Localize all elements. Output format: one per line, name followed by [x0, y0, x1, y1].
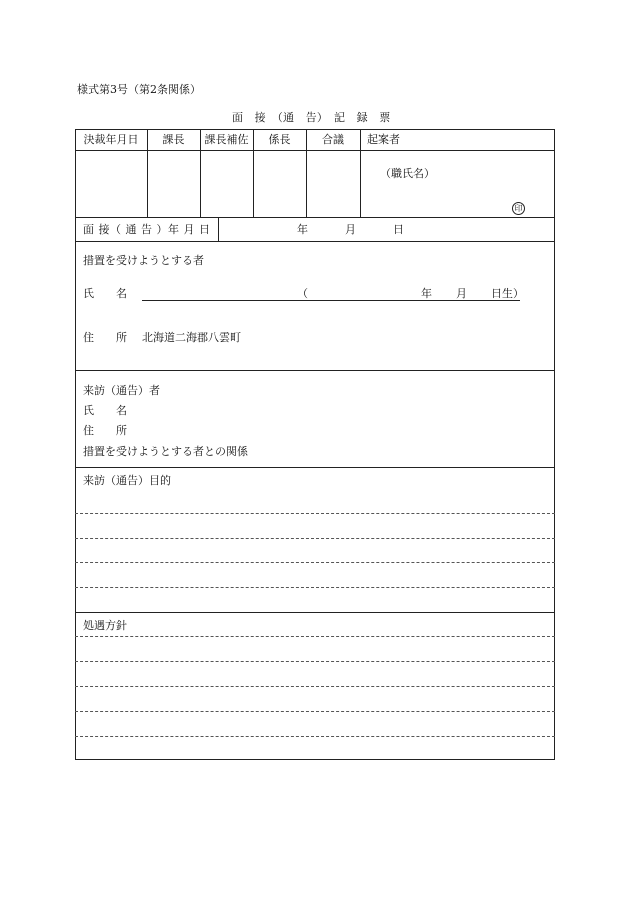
subject-name-label: 氏 名 [83, 287, 127, 300]
drafter-name-hint: （職氏名） [380, 167, 435, 180]
approval-col-subsection-chief: 係長 [268, 133, 291, 146]
row-divider [75, 241, 555, 242]
subject-address-label: 住 所 [83, 331, 127, 344]
document-title: 面 接 （通 告） 記 録 票 [232, 111, 391, 124]
interview-day-unit: 日 [393, 223, 404, 236]
interview-year-unit: 年 [297, 223, 308, 236]
row-divider [75, 612, 555, 613]
approval-col-deputy-chief: 課長補佐 [204, 133, 249, 146]
purpose-writing-line [75, 538, 555, 539]
date-row-divider [218, 217, 219, 241]
row-divider [75, 370, 555, 371]
approval-col-consultation: 合議 [322, 133, 344, 146]
purpose-heading: 来訪（通告）目的 [83, 474, 171, 487]
policy-writing-line [75, 636, 555, 637]
policy-writing-line [75, 711, 555, 712]
birth-day-unit: 日生） [491, 287, 524, 300]
policy-heading: 処遇方針 [83, 619, 127, 632]
purpose-writing-line [75, 587, 555, 588]
visitor-name-label: 氏 名 [83, 404, 127, 417]
visitor-relation-label: 措置を受けようとする者との関係 [83, 445, 248, 458]
approval-col-section-chief: 課長 [162, 133, 185, 146]
approval-col-decision-date: 決裁年月日 [83, 133, 139, 146]
subject-address-value: 北海道二海郡八雲町 [142, 331, 241, 344]
seal-icon: 印 [512, 202, 525, 215]
row-divider [75, 467, 555, 468]
birth-month-unit: 月 [456, 287, 467, 300]
interview-month-unit: 月 [345, 223, 356, 236]
visitor-address-label: 住 所 [83, 424, 127, 437]
row-divider [75, 217, 555, 218]
approval-col-divider [360, 129, 361, 217]
birth-open-paren: （ [297, 287, 308, 300]
purpose-writing-line [75, 562, 555, 563]
policy-writing-line [75, 686, 555, 687]
policy-writing-line [75, 661, 555, 662]
purpose-writing-line [75, 513, 555, 514]
subject-heading: 措置を受けようとする者 [83, 254, 204, 267]
visitor-heading: 来訪（通告）者 [83, 384, 160, 397]
drafter-label: 起案者 [367, 133, 400, 146]
birth-year-unit: 年 [421, 287, 432, 300]
form-number: 様式第3号（第2条関係） [77, 83, 201, 96]
interview-date-label: 面 接（ 通 告 ）年 月 日 [83, 223, 211, 236]
policy-writing-line [75, 736, 555, 737]
